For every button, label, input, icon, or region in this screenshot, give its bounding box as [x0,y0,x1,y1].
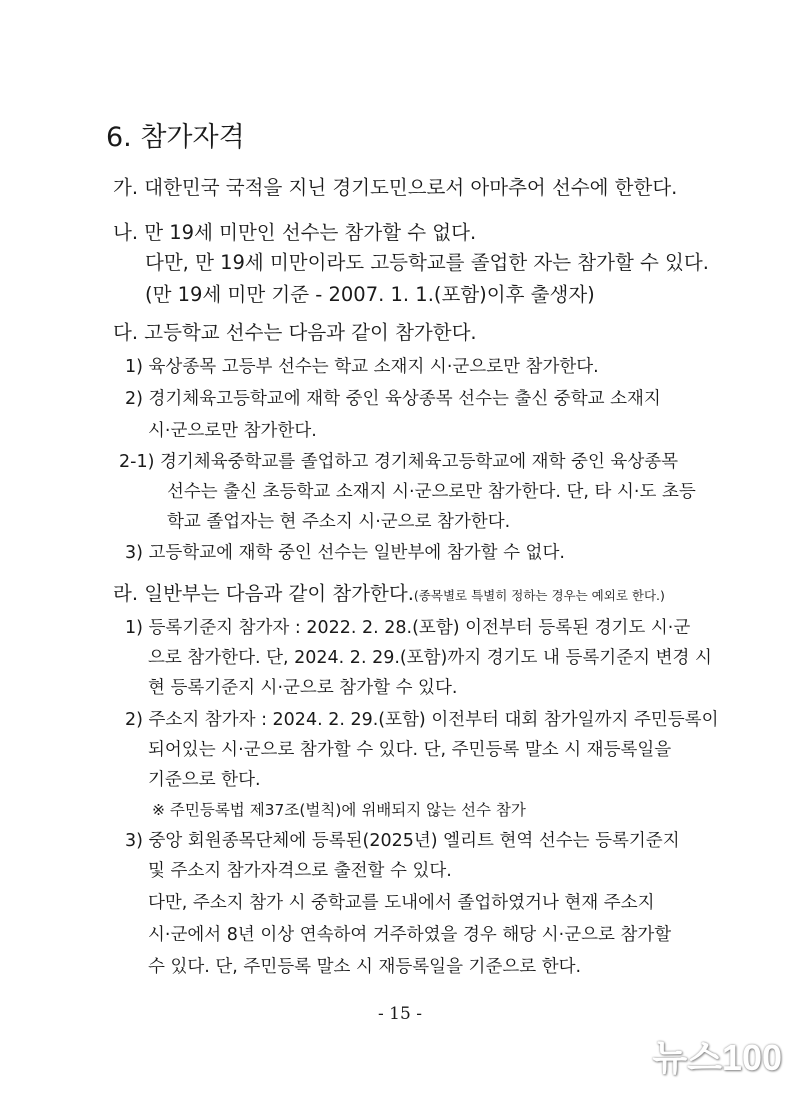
item-ra-3-line1: 3) 중앙 회원종목단체에 등록된(2025년) 엘리트 현역 선수는 등록기준지 [125,831,680,851]
item-na-line2: 다만, 만 19세 미만이라도 고등학교를 졸업한 자는 참가할 수 있다. [145,251,709,274]
item-da-2-1-line2: 선수는 출신 초등학교 소재지 시·군으로만 참가한다. 단, 타 시·도 초등 [167,482,696,502]
item-da-2-line1: 2) 경기체육고등학교에 재학 중인 육상종목 선수는 출신 중학교 소재지 [125,389,661,409]
item-na-line1: 나. 만 19세 미만인 선수는 참가할 수 없다. [113,221,477,244]
item-ra-1-line2: 으로 참가한다. 단, 2024. 2. 29.(포함)까지 경기도 내 등록기준지 변경 시 [148,648,712,668]
item-ra-1-line3: 현 등록기준지 시·군으로 참가할 수 있다. [148,678,458,698]
item-da-2-line2: 시·군으로만 참가한다. [148,421,317,441]
item-ra-3-line3: 다만, 주소지 참가 시 중학교를 도내에서 졸업하였거나 현재 주소지 [148,893,655,913]
item-ra-heading-note: (종목별로 특별히 정하는 경우는 예외로 한다.) [413,588,665,603]
page-number: - 15 - [378,1004,422,1024]
item-na-line3: (만 19세 미만 기준 - 2007. 1. 1.(포함)이후 출생자) [145,283,595,306]
item-da-heading: 다. 고등학교 선수는 다음과 같이 참가한다. [113,321,477,344]
item-ra-note: ※ 주민등록법 제37조(벌칙)에 위배되지 않는 선수 참가 [152,801,526,819]
item-ra-3-line5: 수 있다. 단, 주민등록 말소 시 재등록일을 기준으로 한다. [148,957,582,977]
item-ra-2-line3: 기준으로 한다. [148,770,261,790]
item-ra-heading [113,584,665,604]
item-ra-1-line1: 1) 등록기준지 참가자 : 2022. 2. 28.(포함) 이전부터 등록된 경기도 시·군 [125,618,691,638]
item-ga: 가. 대한민국 국적을 지닌 경기도민으로서 아마추어 선수에 한한다. [113,176,678,199]
item-ra-2-line1: 2) 주소지 참가자 : 2024. 2. 29.(포함) 이전부터 대회 참가일까지 주민등록이 [125,710,719,730]
item-ra-3-line2: 및 주소지 참가자격으로 출전할 수 있다. [148,861,452,881]
watermark-logo: 뉴스100 [652,1037,782,1078]
section-title: 6. 참가자격 [106,122,245,153]
item-da-2-1-line3: 학교 졸업자는 현 주소지 시·군으로 참가한다. [167,512,511,532]
item-da-3: 3) 고등학교에 재학 중인 선수는 일반부에 참가할 수 없다. [125,543,565,563]
item-ra-2-line2: 되어있는 시·군으로 참가할 수 있다. 단, 주민등록 말소 시 재등록일을 [148,740,672,760]
item-ra-heading-text: 라. 일반부는 다음과 같이 참가한다. [113,582,414,605]
item-da-2-1-line1: 2-1) 경기체육중학교를 졸업하고 경기체육고등학교에 재학 중인 육상종목 [119,452,679,472]
item-ra-3-line4: 시·군에서 8년 이상 연속하여 거주하였을 경우 해당 시·군으로 참가할 [148,925,672,945]
item-da-1: 1) 육상종목 고등부 선수는 학교 소재지 시·군으로만 참가한다. [125,357,599,377]
